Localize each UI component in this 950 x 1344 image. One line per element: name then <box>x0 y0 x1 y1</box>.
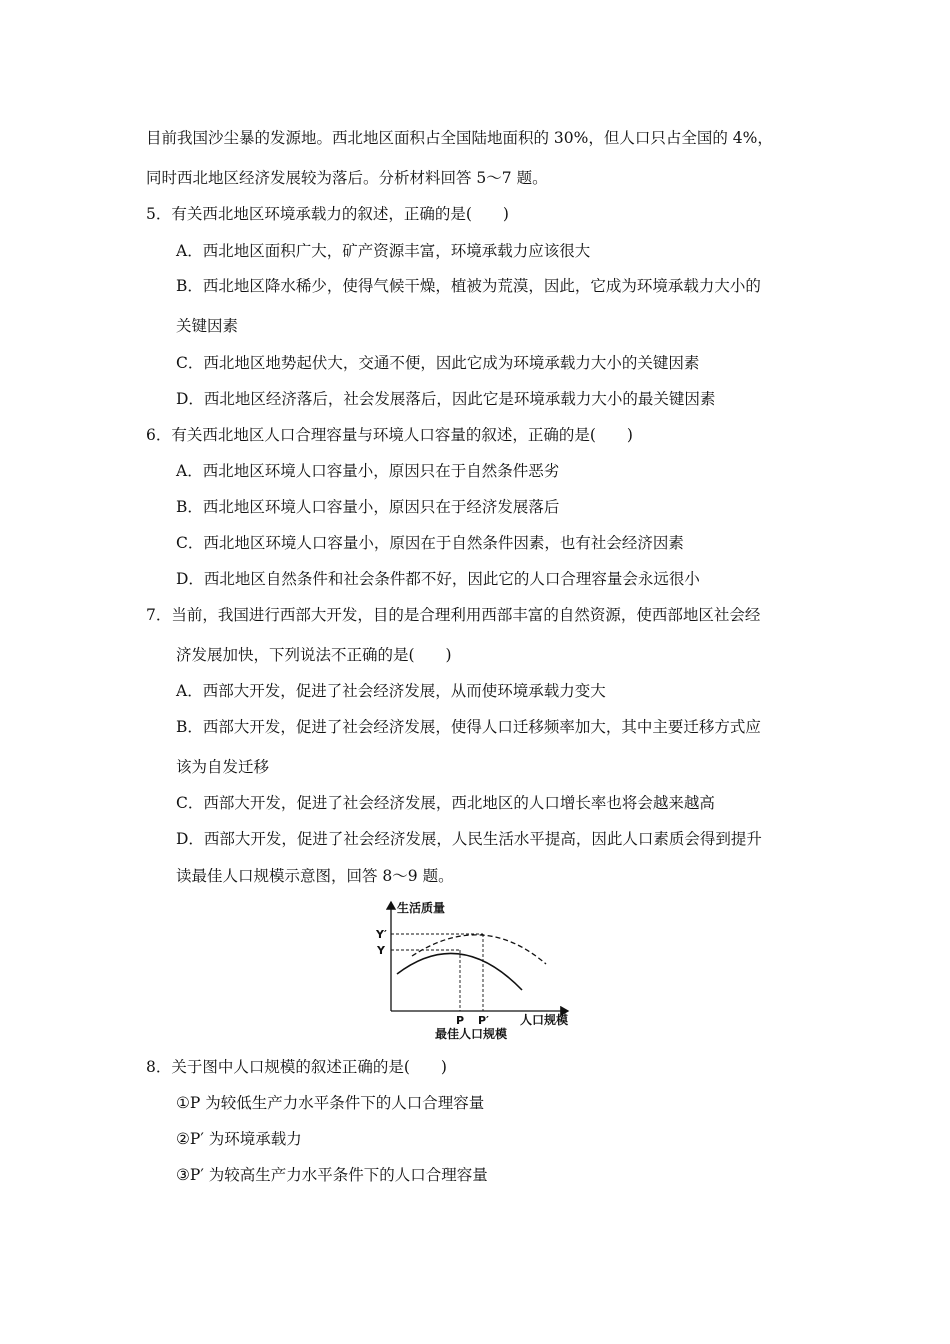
y-tick-y: Y <box>377 944 385 957</box>
question-6-option-d: D．西北地区自然条件和社会条件都不好，因此它的人口合理容量会永远很小 <box>176 570 700 588</box>
question-6-stem: 6．有关西北地区人口合理容量与环境人口容量的叙述，正确的是( ) <box>146 426 633 444</box>
question-8-stem: 8．关于图中人口规模的叙述正确的是( ) <box>146 1058 447 1076</box>
low-productivity-curve <box>397 953 522 990</box>
x-axis-label: 人口规模 <box>520 1013 569 1027</box>
question-7-stem: 7．当前，我国进行西部大开发，目的是合理利用西部丰富的自然资源，使西部地区社会经 <box>146 606 761 624</box>
figure-caption: 最佳人口规模 <box>435 1027 508 1041</box>
question-7-stem-cont: 济发展加快，下列说法不正确的是( ) <box>176 646 452 664</box>
intro-line-1: 目前我国沙尘暴的发源地。西北地区面积占全国陆地面积的 30%，但人口只占全国的 4%， <box>146 129 773 147</box>
question-5-option-b: B．西北地区降水稀少，使得气候干燥，植被为荒漠，因此，它成为环境承载力大小的 <box>176 277 761 295</box>
question-6-option-a: A．西北地区环境人口容量小，原因只在于自然条件恶劣 <box>176 462 560 480</box>
question-8-item-2: ②P′ 为环境承载力 <box>176 1130 302 1148</box>
question-7-option-b-cont: 该为自发迁移 <box>176 758 270 776</box>
question-7-option-a: A．西部大开发，促进了社会经济发展，从而使环境承载力变大 <box>176 682 606 700</box>
x-tick-p-prime: P′ <box>478 1014 489 1027</box>
y-tick-y-prime: Y′ <box>376 928 387 941</box>
question-5-option-d: D．西北地区经济落后，社会发展落后，因此它是环境承载力大小的最关键因素 <box>176 390 716 408</box>
question-6-option-b: B．西北地区环境人口容量小，原因只在于经济发展落后 <box>176 498 560 516</box>
x-tick-p: P <box>456 1014 465 1027</box>
question-5-option-b-cont: 关键因素 <box>176 317 239 335</box>
question-5-stem: 5．有关西北地区环境承载力的叙述，正确的是( ) <box>146 205 509 223</box>
question-8-item-3: ③P′ 为较高生产力水平条件下的人口合理容量 <box>176 1166 488 1184</box>
figure-intro: 读最佳人口规模示意图，回答 8～9 题。 <box>176 867 454 885</box>
question-7-option-b: B．西部大开发，促进了社会经济发展，使得人口迁移频率加大，其中主要迁移方式应 <box>176 718 761 736</box>
question-7-option-c: C．西部大开发，促进了社会经济发展，西北地区的人口增长率也将会越来越高 <box>176 794 715 812</box>
optimal-population-diagram <box>360 896 590 1046</box>
question-5-option-a: A．西北地区面积广大，矿产资源丰富，环境承载力应该很大 <box>176 242 591 260</box>
question-5-option-c: C．西北地区地势起伏大，交通不便，因此它成为环境承载力大小的关键因素 <box>176 354 700 372</box>
question-8-item-1: ①P 为较低生产力水平条件下的人口合理容量 <box>176 1094 485 1112</box>
question-7-option-d: D．西部大开发，促进了社会经济发展，人民生活水平提高，因此人口素质会得到提升 <box>176 830 762 848</box>
y-axis-label: 生活质量 <box>397 901 446 915</box>
intro-line-2: 同时西北地区经济发展较为落后。分析材料回答 5～7 题。 <box>146 169 548 187</box>
question-6-option-c: C．西北地区环境人口容量小，原因在于自然条件因素，也有社会经济因素 <box>176 534 684 552</box>
